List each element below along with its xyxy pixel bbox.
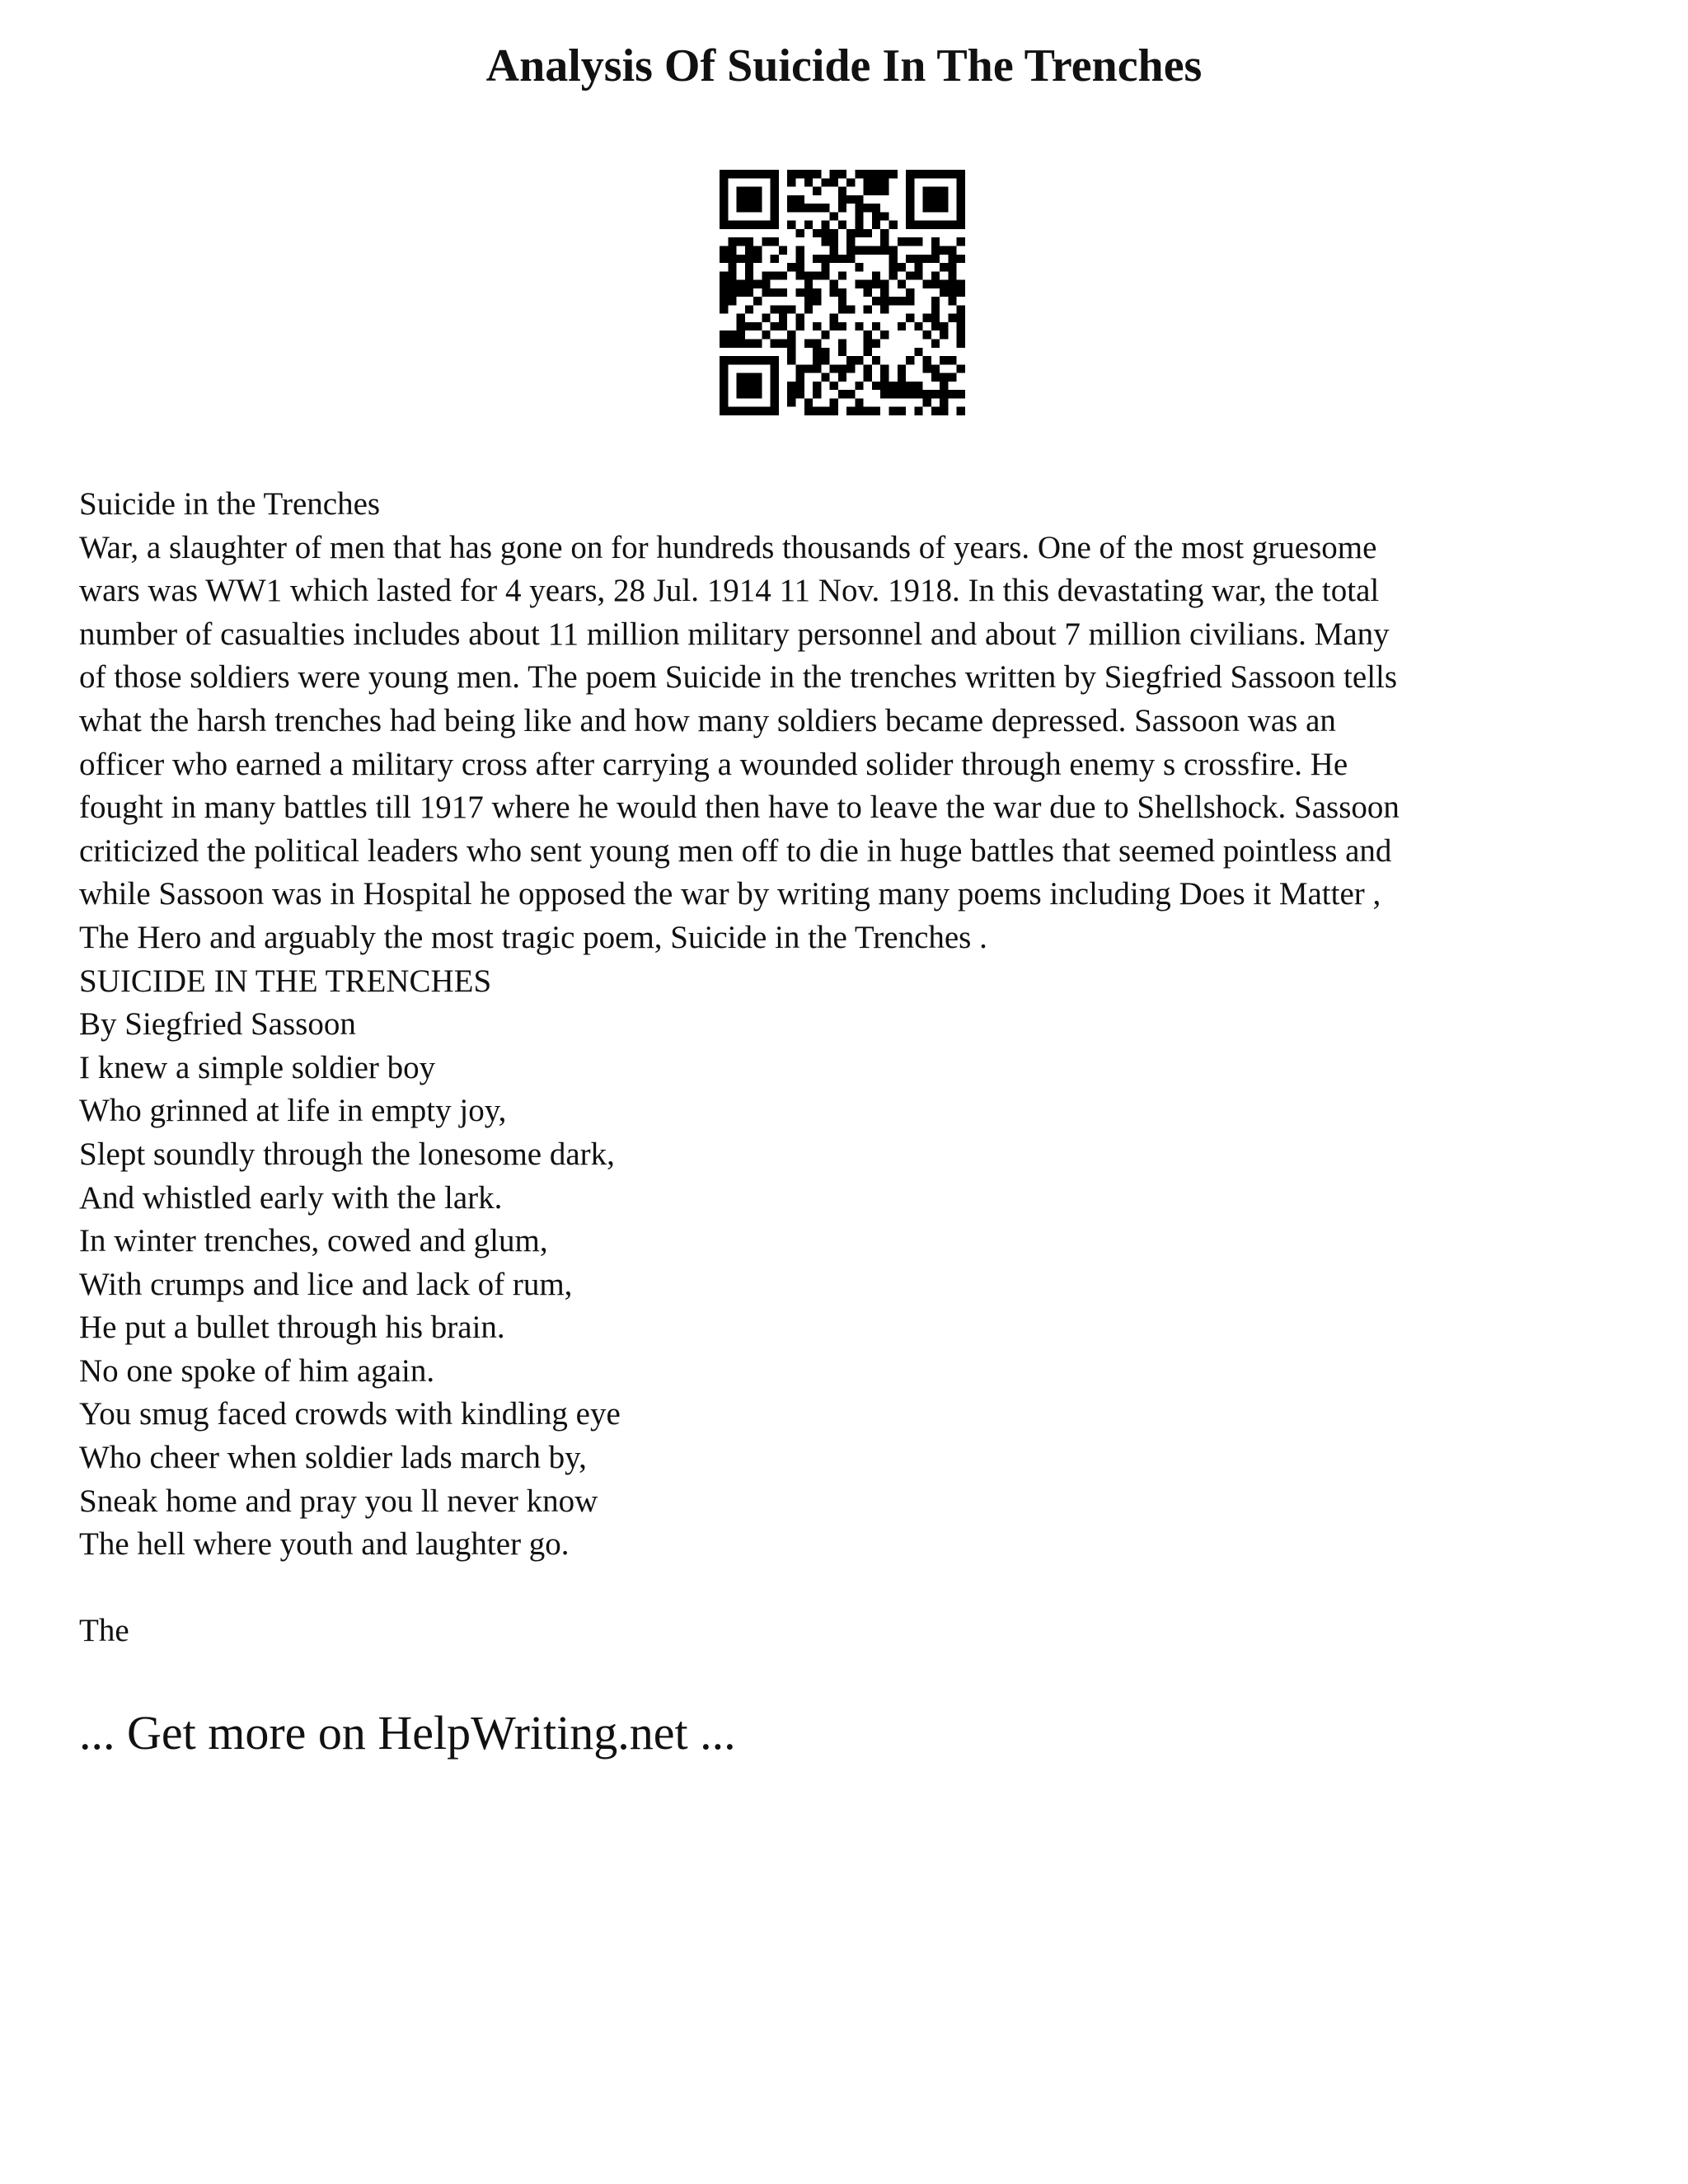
poem-line: And whistled early with the lark. [79,1179,503,1216]
poem-line: No one spoke of him again. [79,1352,435,1389]
poem-author: By Siegfried Sassoon [79,1006,356,1043]
poem-line: With crumps and lice and lack of rum, [79,1266,573,1302]
poem-line: I knew a simple soldier boy [79,1049,436,1085]
paragraph-line: of those soldiers were young men. The poem Suicide in the trenches written by Siegfried Sassoon tells [79,659,1398,696]
section-heading: Suicide in the Trenches [79,486,381,522]
poem-line: Who grinned at life in empty joy, [79,1093,507,1129]
page-title: Analysis Of Suicide In The Trenches [485,40,1203,91]
poem-line: He put a bullet through his brain. [79,1310,505,1346]
get-more-link[interactable]: ... Get more on HelpWriting.net ... [79,1706,736,1760]
document-body [79,483,1629,1653]
paragraph-line: officer who earned a military cross after carrying a wounded solider through enemy s crossfire. He [79,746,1348,782]
paragraph-line: what the harsh trenches had being like and how many soldiers became depressed. Sassoon was an [79,702,1336,738]
poem-line: You smug faced crowds with kindling eye [79,1396,621,1432]
paragraph-line: while Sassoon was in Hospital he opposed the war by writing many poems including Does it Matter , [79,876,1381,912]
poem-line: Slept soundly through the lonesome dark, [79,1136,615,1172]
paragraph-line: wars was WW1 which lasted for 4 years, 28 Jul. 1914 11 Nov. 1918. In this devastating war, the total [79,573,1380,609]
paragraph-line: fought in many battles till 1917 where he would then have to leave the war due to Shellshock. Sassoon [79,790,1400,826]
poem-line: Sneak home and pray you ll never know [79,1483,598,1519]
qr-code-icon [720,170,965,415]
poem-line: In winter trenches, cowed and glum, [79,1223,548,1259]
paragraph-line: criticized the political leaders who sent young men off to die in huge battles that seemed pointless and [79,832,1392,869]
poem-line: Who cheer when soldier lads march by, [79,1440,587,1476]
paragraph-line: War, a slaughter of men that has gone on for hundreds thousands of years. One of the most gruesome [79,529,1377,565]
poem-line: The hell where youth and laughter go. [79,1526,570,1563]
spacer [79,1567,1629,1610]
trailing-text: The [79,1613,129,1649]
paragraph-line: number of casualties includes about 11 million military personnel and about 7 million civilians. Many [79,616,1390,652]
paragraph-line: The Hero and arguably the most tragic poem, Suicide in the Trenches . [79,919,987,955]
poem-title: SUICIDE IN THE TRENCHES [79,963,492,999]
